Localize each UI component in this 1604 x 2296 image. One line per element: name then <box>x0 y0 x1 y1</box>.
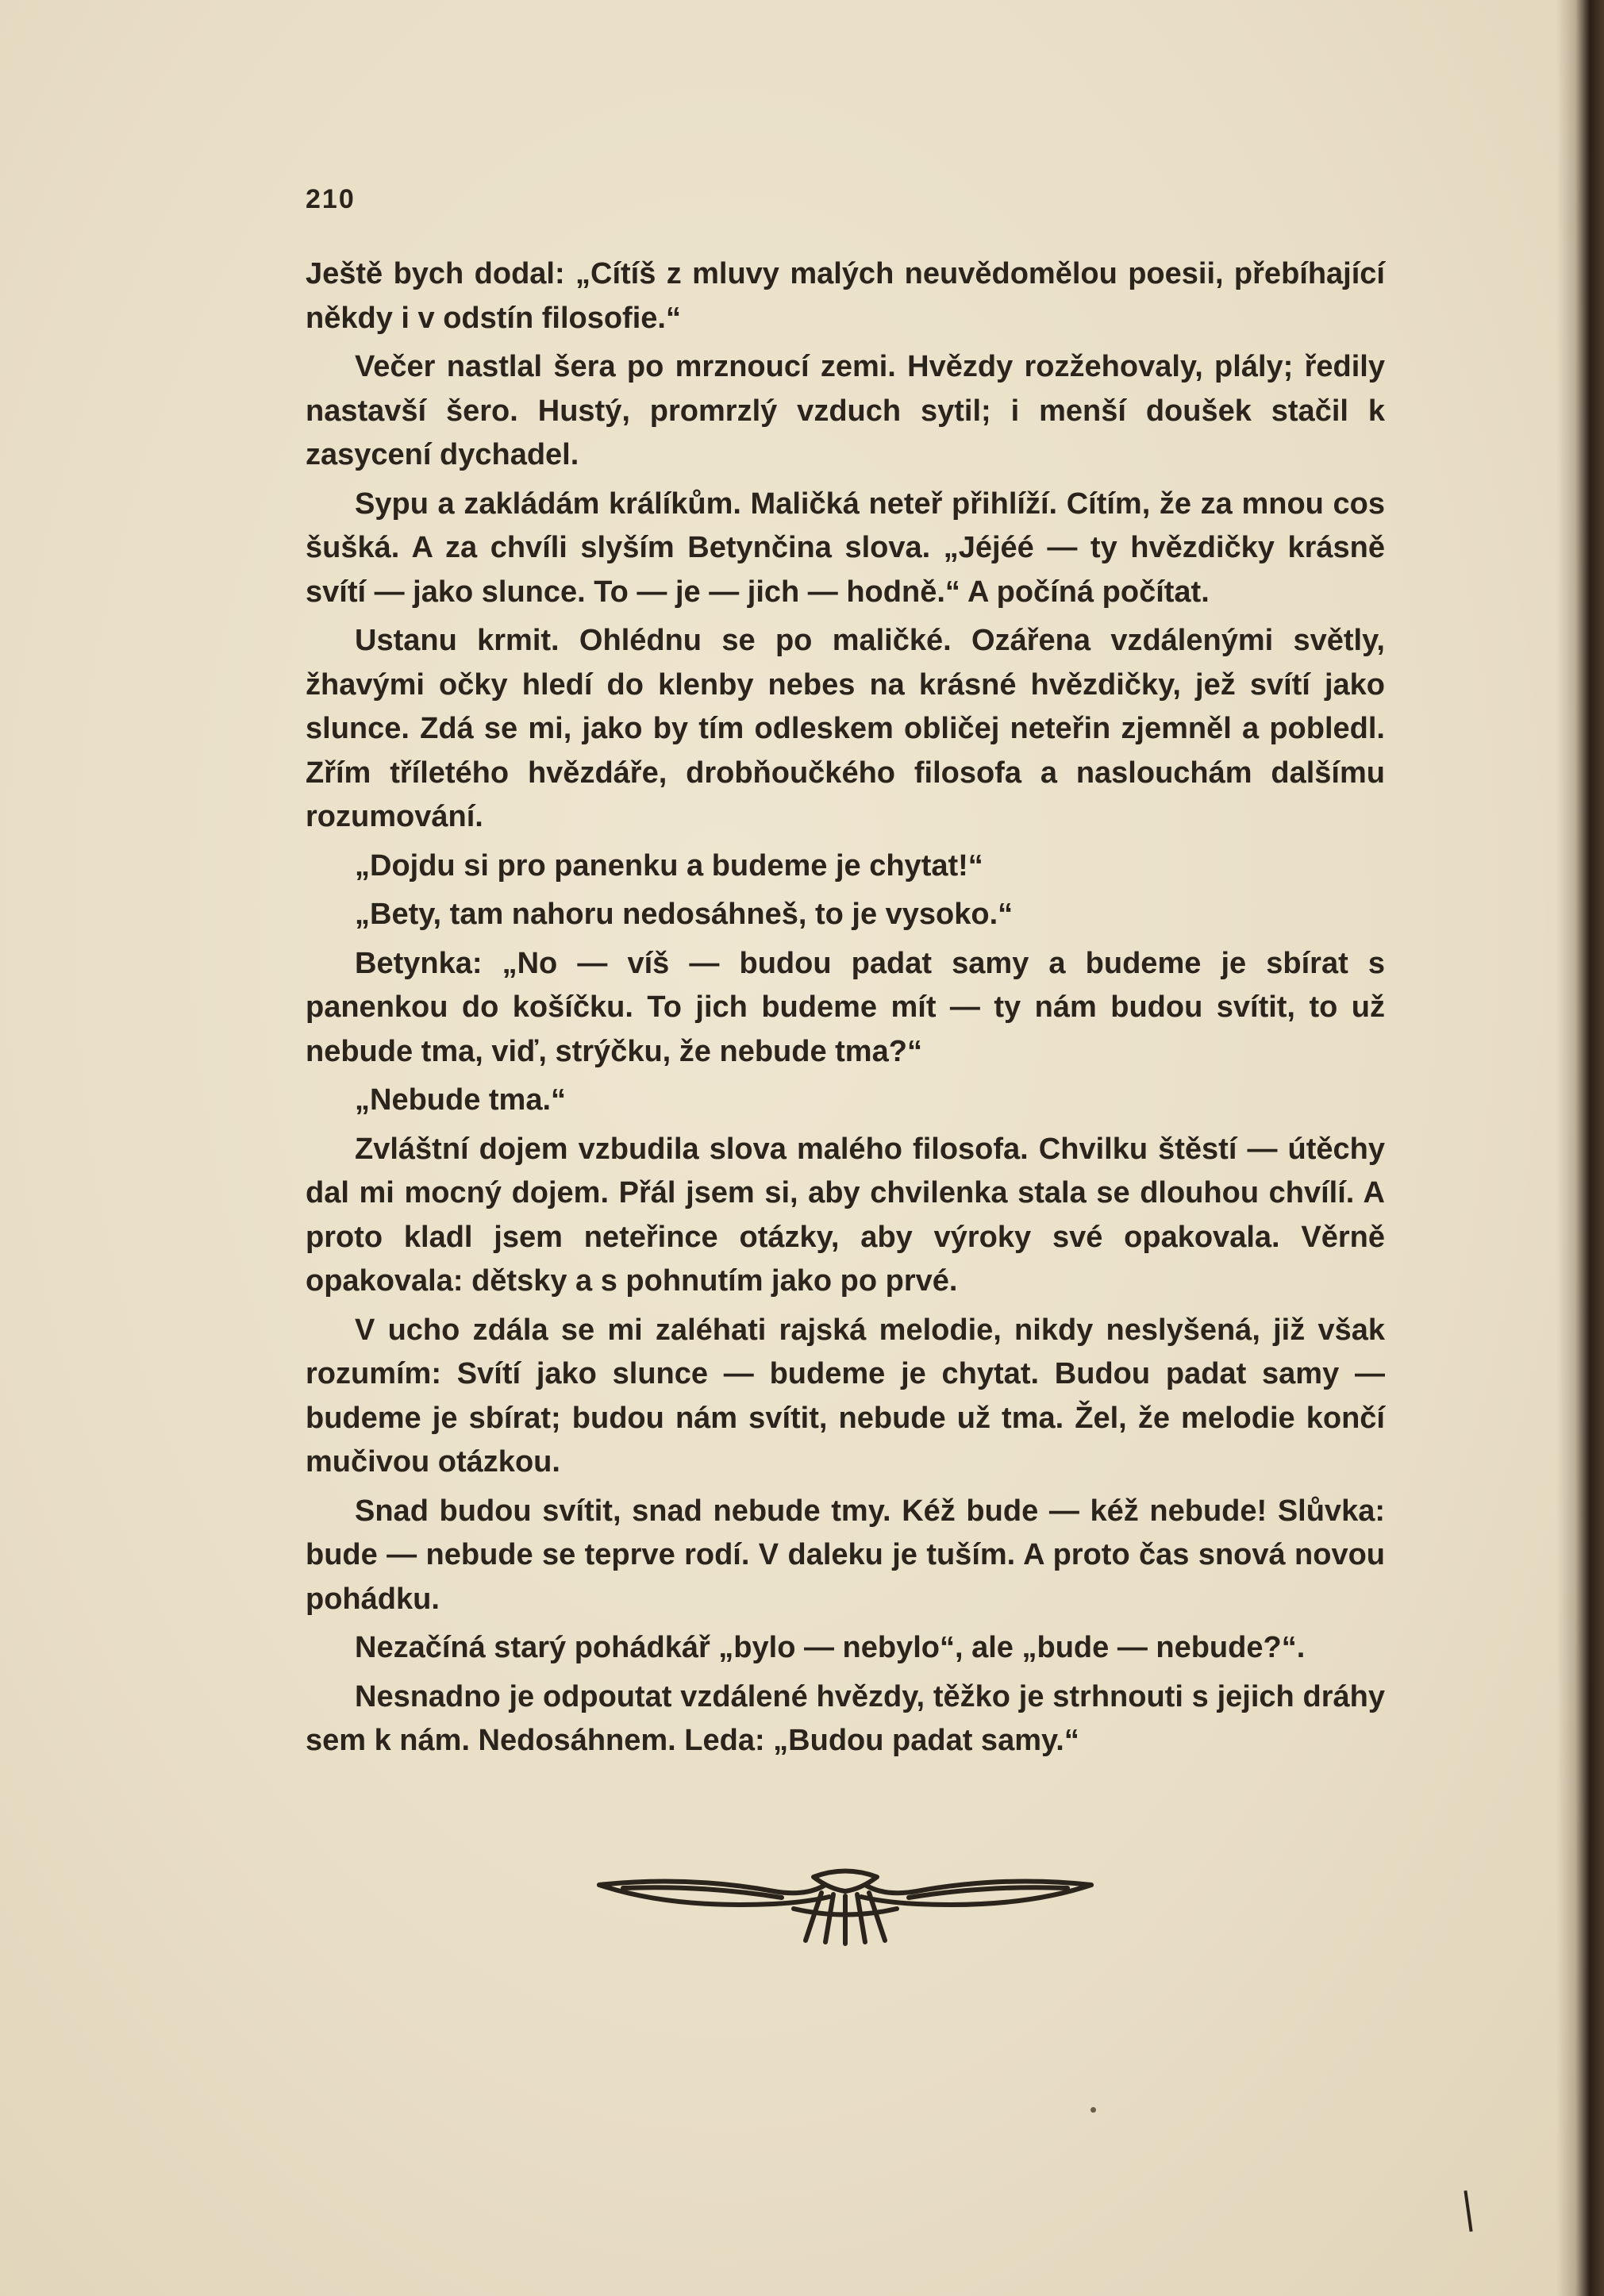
paragraph-12: Nezačíná starý pohádkář „bylo — nebylo“, ale „bude — nebude?“. <box>355 1631 1306 1664</box>
margin-mark <box>1464 2190 1472 2232</box>
paragraph-2: Večer nastlal šera po mrznoucí zemi. Hvězdy rozžehovaly, plály; ředily nastavší šero. Hustý, promrzlý vzduch sytil; i menší doušek stačil k zasycení dychadel. <box>306 350 1385 471</box>
paragraph-3: Sypu a zakládám králíkům. Maličká neteř přihlíží. Cítím, že za mnou cos šušká. A za chvíli slyším Betynčina slova. „Jéjéé — ty hvězdičky krásně svítí — jako slunce. To — je — jich — hodně.“ A počíná počítat. <box>306 487 1385 609</box>
paper-speck <box>1090 2107 1096 2113</box>
page-number: 210 <box>306 184 356 214</box>
paragraph-7: Betynka: „No — víš — budou padat samy a budeme je sbírat s panenkou do košíčku. To jich budeme mít — ty nám budou svítit, to už nebude tma, viď, strýčku, že nebude tma?“ <box>306 946 1385 1068</box>
body-text <box>306 252 1385 1768</box>
paragraph-13: Nesnadno je odpoutat vzdálené hvězdy, těžko je strhnouti s jejich dráhy sem k nám. Nedosáhnem. Leda: „Budou padat samy.“ <box>306 1679 1385 1757</box>
ornament-icon <box>591 1853 1099 1948</box>
paragraph-8: „Nebude tma.“ <box>355 1083 567 1117</box>
paragraph-9: Zvláštní dojem vzbudila slova malého filosofa. Chvilku štěstí — útěchy dal mi mocný dojem. Přál jsem si, aby chvilenka stala se dlouhou chvílí. A proto kladl jsem neteřince otázky, aby výroky své opakovala. Věrně opakovala: dětsky a s pohnutím jako po prvé. <box>306 1132 1385 1298</box>
paragraph-5: „Dojdu si pro panenku a budeme je chytat!“ <box>355 848 983 883</box>
paragraph-10: V ucho zdála se mi zaléhati rajská melodie, nikdy neslyšená, již však rozumím: Svítí jako slunce — budeme je chytat. Budou padat samy — budeme je sbírat; budou nám svítit, nebude už tma. Žel, že melodie končí mučivou otázkou. <box>306 1313 1385 1479</box>
paragraph-4: Ustanu krmit. Ohlédnu se po maličké. Ozářena vzdálenými světly, žhavými očky hledí do klenby nebes na krásné hvězdičky, jež svítí jako slunce. Zdá se mi, jako by tím odleskem obličej neteřin zjemněl a pobledl. Zřím tříletého hvězdáře, drobňoučkého filosofa a naslouchám dalšímu rozumování. <box>306 624 1385 833</box>
paragraph-1: Ještě bych dodal: „Cítíš z mluvy malých neuvědomělou poesii, přebíhající někdy i v odstín filosofie.“ <box>306 257 1385 335</box>
spine-shadow <box>1556 0 1604 2296</box>
paragraph-6: „Bety, tam nahoru nedosáhneš, to je vysoko.“ <box>355 898 1014 931</box>
paragraph-11: Snad budou svítit, snad nebude tmy. Kéž bude — kéž nebude! Slůvka: bude — nebude se teprve rodí. V daleku je tuším. A proto čas snová novou pohádku. <box>306 1494 1385 1616</box>
